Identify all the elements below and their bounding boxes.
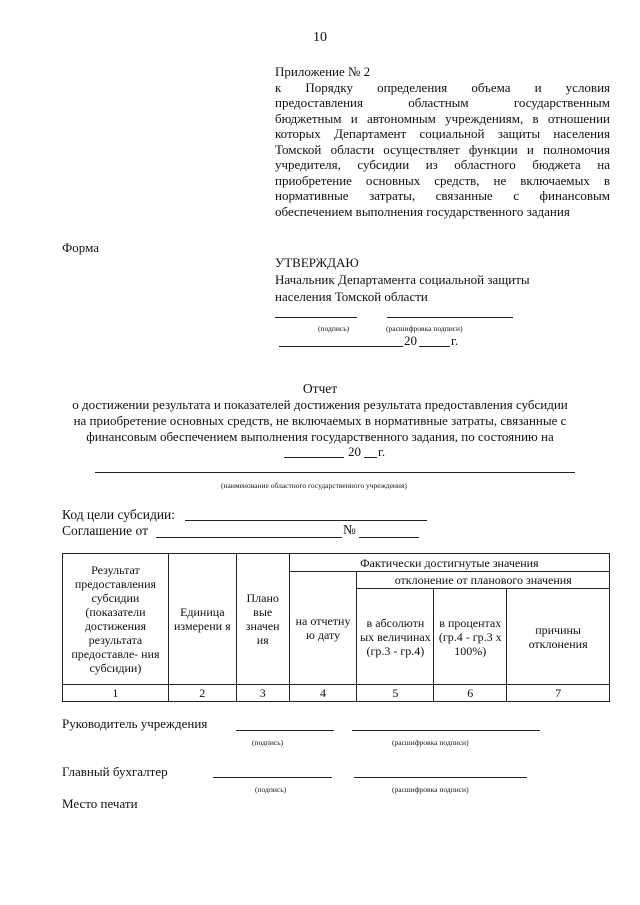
head-signature-line[interactable]: [236, 730, 334, 731]
annex-line: предоставления областным государственным: [275, 95, 610, 110]
approval-heading: УТВЕРЖДАЮ: [275, 255, 359, 270]
organization-caption: (наименование областного государственного учреждения): [221, 481, 407, 490]
agreement-number-sign: №: [343, 522, 356, 537]
annex-block: [275, 64, 610, 219]
column-number: 2: [168, 685, 236, 702]
page-number: 10: [313, 30, 327, 45]
approval-date-line[interactable]: [279, 346, 403, 347]
table-row: [63, 685, 610, 702]
annex-line: которых Департамент социальной защиты населения: [275, 126, 610, 141]
head-label: Руководитель учреждения: [62, 716, 208, 731]
column-number: 6: [434, 685, 507, 702]
col-reasons-header: причины отклонения: [507, 589, 610, 685]
annex-line: нормативные затраты, связанные с финансовым: [275, 188, 610, 203]
accountant-signature-line[interactable]: [213, 777, 332, 778]
deviation-header: отклонение от планового значения: [357, 572, 610, 589]
fields-block: [62, 507, 175, 539]
agreement-date-field[interactable]: [156, 537, 342, 538]
annex-line: бюджетным и автономным учреждениям, в отношении: [275, 110, 610, 126]
subsidy-code-label: Код цели субсидии:: [62, 507, 176, 522]
report-date-suffix: г.: [378, 444, 386, 459]
approval-sign-caption: (подпись): [318, 324, 350, 333]
report-date-line[interactable]: [284, 457, 344, 458]
col-absolute-header: в абсолютн ых величинах (гр.3 - гр.4): [357, 589, 434, 685]
stamp-label: Место печати: [62, 796, 138, 811]
annex-line: приобретение основных средств, не включаемых в: [275, 172, 610, 188]
head-decode-line[interactable]: [352, 730, 540, 731]
column-number: 1: [63, 685, 169, 702]
report-line: о достижении результата и показателей достижения результата предоставления субсидии: [72, 397, 568, 412]
agreement-number-field[interactable]: [359, 537, 419, 538]
approval-year-line[interactable]: [419, 346, 450, 347]
col-unit-header: Единица измерени я: [168, 554, 236, 685]
results-table: [62, 553, 610, 702]
report-line: на приобретение основных средств, не включаемых в нормативные затраты, связанные с: [73, 413, 567, 428]
report-line: финансовым обеспечением выполнения государственного задания, по состоянию на: [86, 429, 554, 444]
report-year-line[interactable]: [364, 457, 377, 458]
accountant-label: Главный бухгалтер: [62, 764, 168, 779]
annex-heading: Приложение № 2: [275, 64, 371, 79]
table-header-row: [63, 554, 610, 572]
approval-date-year: 20: [404, 333, 417, 348]
annex-line: Томской области осуществляет функции и полномочия: [275, 141, 610, 157]
approval-signature-line[interactable]: [275, 317, 357, 318]
report-description: [40, 397, 600, 445]
col-result-header: Результат предоставления субсидии (показатели достижения результата предоставле- ния субсидии): [63, 554, 169, 685]
head-decode-caption: (расшифровка подписи): [392, 738, 469, 747]
column-number: 4: [289, 685, 357, 702]
annex-line: обеспечением выполнения государственного задания: [275, 203, 570, 219]
annex-line: учредителя, субсидии из областного бюджета на: [275, 157, 610, 172]
accountant-sign-caption: (подпись): [255, 785, 287, 794]
accountant-decode-caption: (расшифровка подписи): [392, 785, 469, 794]
approval-line: Начальник Департамента социальной защиты: [275, 272, 530, 287]
column-number: 5: [357, 685, 434, 702]
column-number: 3: [236, 685, 289, 702]
approval-decode-caption: (расшифровка подписи): [386, 324, 463, 333]
head-sign-caption: (подпись): [252, 738, 284, 747]
column-number: 7: [507, 685, 610, 702]
organization-name-line[interactable]: [95, 472, 575, 473]
subsidy-code-field[interactable]: [185, 520, 427, 521]
approval-decode-line[interactable]: [387, 317, 513, 318]
approval-line: населения Томской области: [275, 289, 428, 304]
col-percent-header: в процентах (гр.4 - гр.3 х 100%): [434, 589, 507, 685]
approval-block: [275, 254, 530, 305]
accountant-decode-line[interactable]: [354, 777, 527, 778]
col-reporting-date-header: на отчетну ю дату: [289, 572, 357, 685]
col-plan-header: Плано вые значен ия: [236, 554, 289, 685]
report-title: Отчет: [302, 381, 338, 396]
form-label: Форма: [62, 240, 99, 255]
annex-line: к Порядку определения объема и условия: [275, 79, 610, 95]
approval-date-suffix: г.: [451, 333, 459, 348]
agreement-label: Соглашение от: [62, 523, 149, 538]
report-date-year: 20: [348, 444, 361, 459]
actual-values-header: Фактически достигнутые значения: [289, 554, 609, 572]
